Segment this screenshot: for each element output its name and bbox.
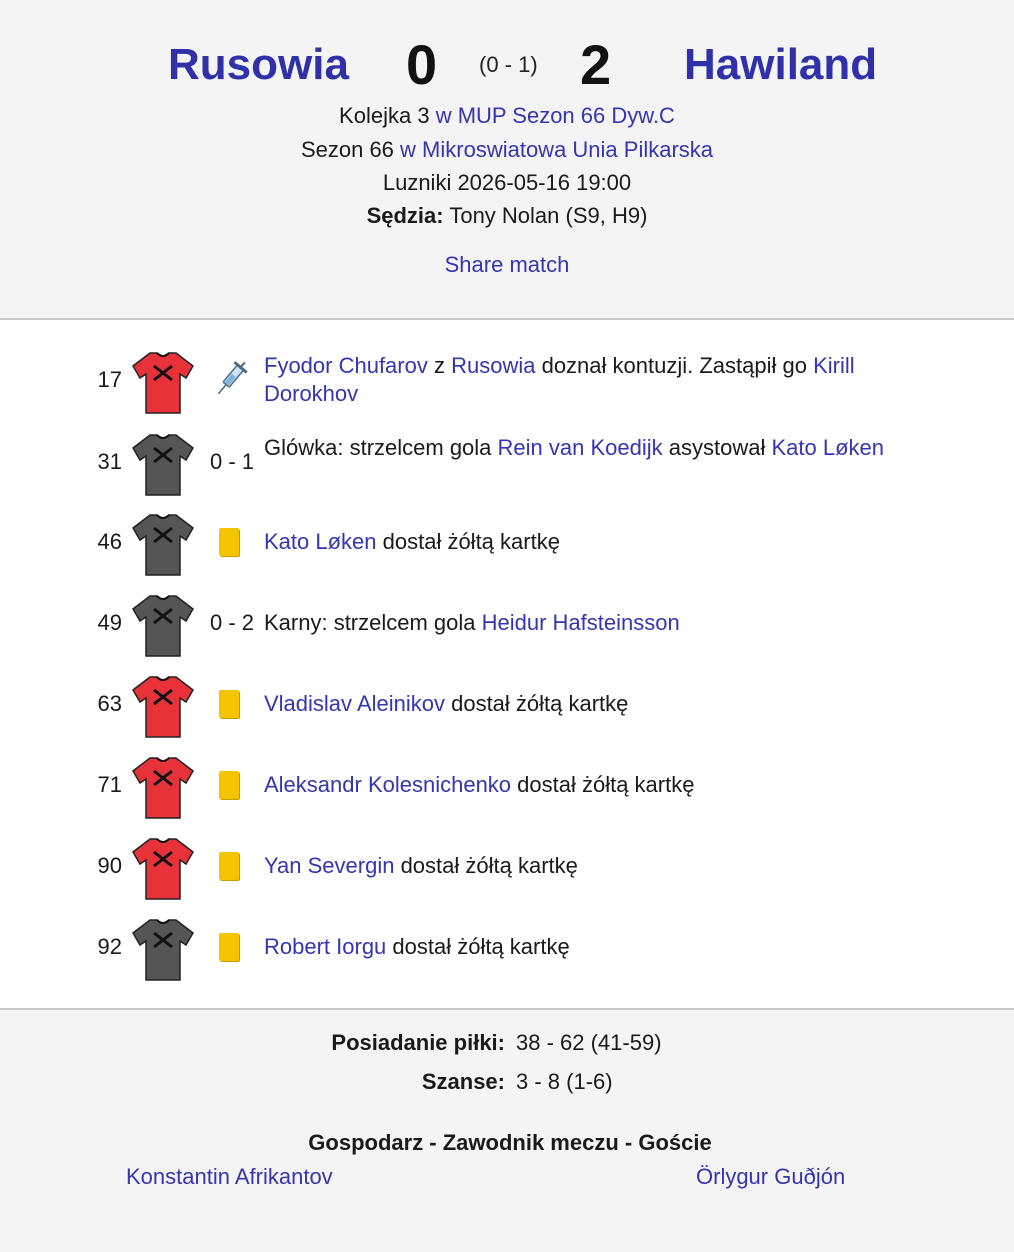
event-description (264, 852, 934, 880)
match-events (0, 320, 1014, 1008)
event-row (0, 917, 1014, 997)
half-time-score: (0 - 1) (479, 52, 538, 77)
chances-label: Szanse: (421, 1069, 505, 1094)
away-shirt-icon (130, 917, 196, 983)
home-team-link[interactable]: Rusowia (168, 40, 349, 89)
event-row (0, 350, 1014, 430)
event-row (0, 674, 1014, 754)
yellow-card-icon (219, 852, 239, 880)
event-row (0, 512, 1014, 592)
round-text: Kolejka 3 (339, 103, 430, 128)
match-header (0, 0, 1014, 320)
event-text: z (427, 353, 452, 378)
event-minute: 17 (97, 367, 122, 392)
team-link[interactable]: Rusowia (451, 353, 536, 378)
event-text: dostał żółtą kartkę (394, 853, 578, 878)
player-link[interactable]: Robert Iorgu (264, 934, 387, 959)
event-text: dostał żółtą kartkę (444, 691, 629, 716)
share-match-link[interactable]: Share match (444, 252, 570, 277)
event-text: asystował (662, 435, 772, 460)
away-score: 2 (580, 33, 612, 96)
away-shirt-icon (130, 512, 196, 578)
yellow-card-icon (219, 771, 239, 799)
home-shirt-icon (130, 755, 196, 821)
event-description (264, 528, 934, 556)
event-description (264, 771, 934, 799)
event-minute: 46 (97, 529, 122, 554)
injury-icon (210, 360, 250, 400)
yellow-card-icon (219, 690, 239, 718)
referee-line (0, 201, 1014, 231)
event-description (264, 434, 934, 462)
event-text: doznał kontuzji. Zastąpił go (535, 353, 814, 378)
player-link[interactable]: Fyodor Chufarov (264, 353, 428, 378)
away-shirt-icon (130, 593, 196, 659)
possession-value: 38 - 62 (41-59) (516, 1030, 662, 1055)
league-link[interactable]: w Mikroswiatowa Unia Pilkarska (400, 137, 714, 162)
event-minute: 63 (97, 691, 122, 716)
player-link[interactable]: Vladislav Aleinikov (264, 691, 445, 716)
home-shirt-icon (130, 836, 196, 902)
event-score: 0 - 2 (209, 610, 255, 635)
event-row (0, 432, 1014, 512)
event-minute: 92 (97, 934, 122, 959)
event-description (264, 933, 934, 961)
chances-value: 3 - 8 (1-6) (516, 1069, 613, 1094)
possession-label: Posiadanie piłki: (331, 1030, 505, 1055)
home-score: 0 (406, 33, 438, 96)
yellow-card-icon (219, 528, 239, 556)
away-shirt-icon (130, 432, 196, 498)
referee-label: Sędzia: (366, 203, 444, 228)
event-score: 0 - 1 (209, 449, 255, 474)
motm-home-player-link[interactable]: Konstantin Afrikantov (126, 1164, 333, 1189)
match-footer (0, 1008, 1014, 1252)
player-link[interactable]: Kato Løken (771, 435, 884, 460)
yellow-card-icon (219, 933, 239, 961)
event-description (264, 690, 934, 718)
home-shirt-icon (130, 674, 196, 740)
motm-away-player-link[interactable]: Örlygur Guðjón (696, 1164, 846, 1189)
event-text: Karny: strzelcem gola (264, 610, 482, 635)
venue-datetime: Luzniki 2026-05-16 19:00 (382, 170, 632, 195)
event-text: Glówka: strzelcem gola (264, 435, 498, 460)
player-link[interactable]: Rein van Koedijk (497, 435, 663, 460)
round-line (0, 101, 1014, 131)
player-link[interactable]: Heidur Hafsteinsson (481, 610, 680, 635)
player-link[interactable]: Aleksandr Kolesnichenko (264, 772, 512, 797)
event-minute: 31 (97, 449, 122, 474)
event-minute: 49 (97, 610, 122, 635)
event-text: dostał żółtą kartkę (511, 772, 695, 797)
home-shirt-icon (130, 350, 196, 416)
event-description (264, 609, 934, 637)
event-row (0, 755, 1014, 835)
referee-value: Tony Nolan (S9, H9) (449, 203, 648, 228)
away-team-link[interactable]: Hawiland (684, 40, 878, 89)
division-link[interactable]: w MUP Sezon 66 Dyw.C (435, 103, 675, 128)
event-minute: 90 (97, 853, 122, 878)
player-link[interactable]: Kirill Dorokhov (264, 353, 861, 406)
event-text: dostał żółtą kartkę (376, 529, 560, 554)
season-text: Sezon 66 (300, 137, 394, 162)
player-link[interactable]: Kato Løken (264, 529, 377, 554)
event-description (264, 352, 934, 408)
season-line (0, 135, 1014, 165)
event-minute: 71 (97, 772, 122, 797)
man-of-the-match-title: Gospodarz - Zawodnik meczu - Goście (308, 1130, 712, 1155)
player-link[interactable]: Yan Severgin (264, 853, 395, 878)
event-row (0, 593, 1014, 673)
event-row (0, 836, 1014, 916)
event-text: dostał żółtą kartkę (386, 934, 570, 959)
